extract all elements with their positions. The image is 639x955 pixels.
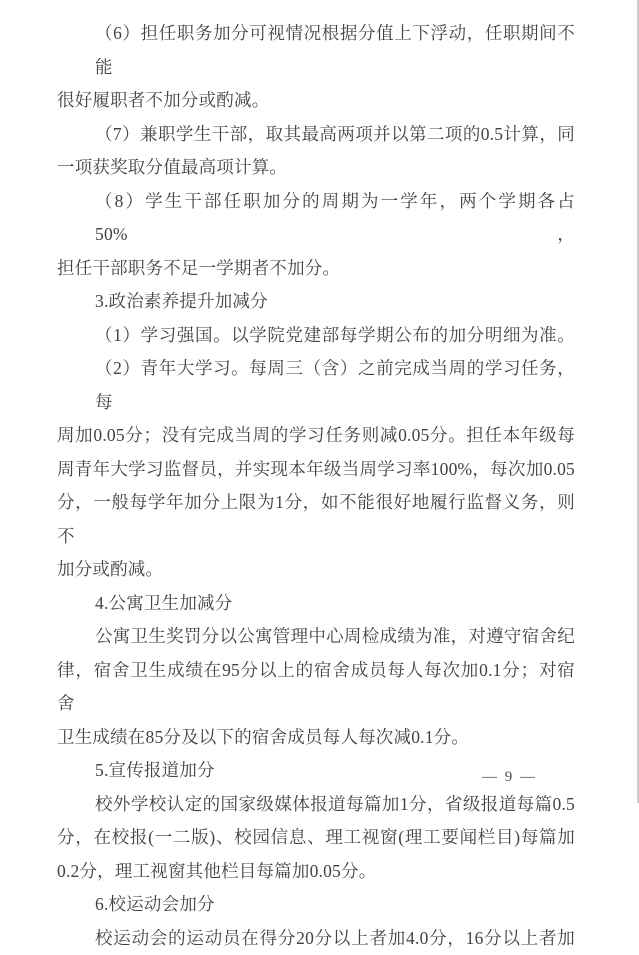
text-line: 担任干部职务不足一学期者不加分。 — [57, 252, 575, 286]
text-line: 加分或酌减。 — [57, 553, 575, 587]
text-line: 卫生成绩在85分及以下的宿舍成员每人每次减0.1分。 — [57, 721, 575, 755]
text-line: （7）兼职学生干部，取其最高两项并以第二项的0.5计算，同 — [57, 118, 575, 152]
document-body — [57, 17, 575, 955]
text-line: 0.2分，理工视窗其他栏目每篇加0.05分。 — [57, 855, 575, 889]
text-line: 分，在校报(一二版)、校园信息、理工视窗(理工要闻栏目)每篇加 — [57, 821, 575, 855]
text-line: 分，一般每学年加分上限为1分，如不能很好地履行监督义务，则不 — [57, 486, 575, 553]
text-line: （8）学生干部任职加分的周期为一学年，两个学期各占50%， — [57, 185, 575, 252]
text-line: 周加0.05分；没有完成当周的学习任务则减0.05分。担任本年级每 — [57, 419, 575, 453]
text-line: 3.政治素养提升加减分 — [57, 285, 575, 319]
text-line: 校外学校认定的国家级媒体报道每篇加1分，省级报道每篇0.5 — [57, 788, 575, 822]
text-line: 5.宣传报道加分 — [57, 754, 575, 788]
text-line: （1）学习强国。以学院党建部每学期公布的加分明细为准。 — [57, 319, 575, 353]
page-number: — 9 — — [482, 769, 537, 786]
text-line: 一项获奖取分值最高项计算。 — [57, 151, 575, 185]
text-line: （6）担任职务加分可视情况根据分值上下浮动，任职期间不能 — [57, 17, 575, 84]
text-line: （2）青年大学习。每周三（含）之前完成当周的学习任务，每 — [57, 352, 575, 419]
text-line: 校运动会的运动员在得分20分以上者加4.0分，16分以上者加 — [57, 922, 575, 955]
text-line: 律，宿舍卫生成绩在95分以上的宿舍成员每人每次加0.1分；对宿舍 — [57, 654, 575, 721]
text-line: 周青年大学习监督员，并实现本年级当周学习率100%，每次加0.05 — [57, 453, 575, 487]
text-line: 公寓卫生奖罚分以公寓管理中心周检成绩为准，对遵守宿舍纪 — [57, 620, 575, 654]
text-line: 4.公寓卫生加减分 — [57, 587, 575, 621]
text-line: 6.校运动会加分 — [57, 888, 575, 922]
text-line: 很好履职者不加分或酌减。 — [57, 84, 575, 118]
